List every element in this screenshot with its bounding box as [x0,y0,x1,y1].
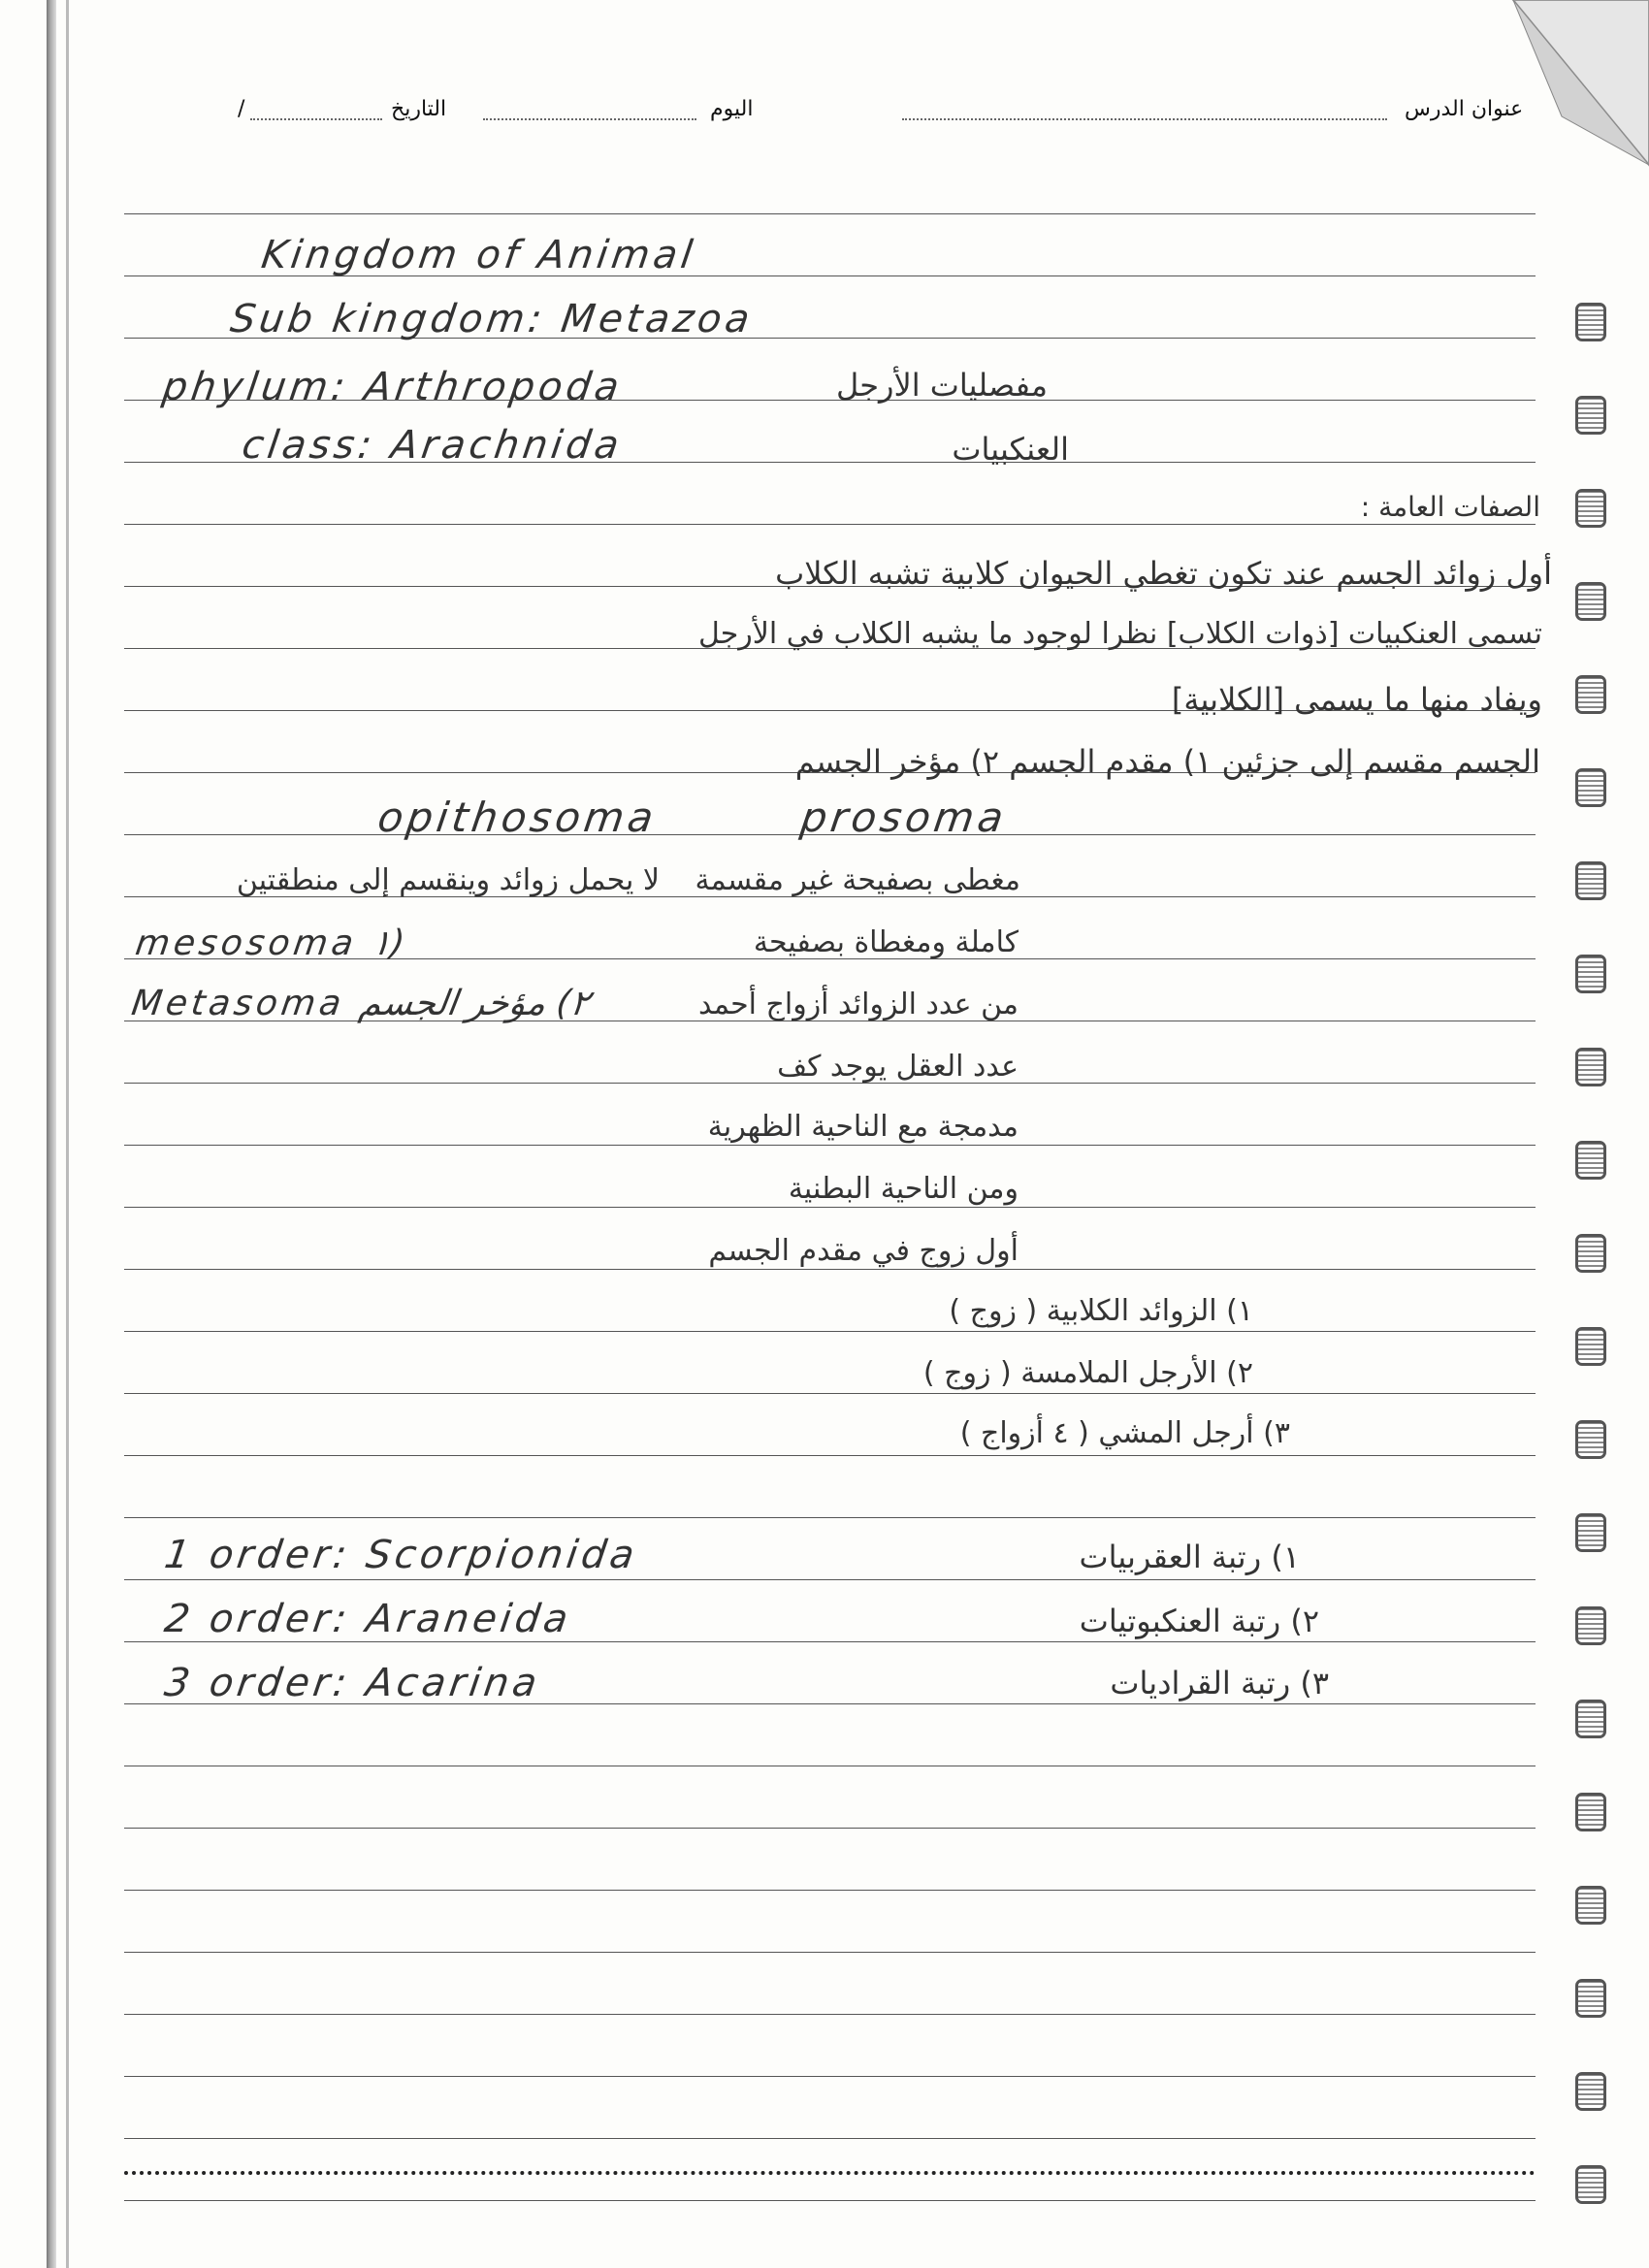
paragraph-line-4: الجسم مقسم إلى جزئين ١) مقدم الجسم ٢) مؤخر الجسم [794,743,1540,780]
spiral-ring [1575,1327,1606,1366]
subkingdom-line: Sub kingdom: Metazoa [227,297,757,341]
lesson-title-label: عنوان الدرس [1405,97,1524,121]
ruled-line [124,2138,1536,2139]
paragraph-line-3: ويفاد منها ما يسمى [الكلابية] [1171,681,1542,718]
spiral-ring [1575,675,1606,714]
spiral-ring [1575,1513,1606,1552]
paragraph-line-1: أول زوائد الجسم عند تكون تغطي الحيوان كلابية تشبه الكلاب [775,555,1552,592]
ruled-line [124,1455,1536,1456]
order-2-ar: ٢) رتبة العنكبوتيات [1079,1603,1319,1639]
opithosoma-header: opithosoma [374,794,661,841]
ruled-line [124,524,1536,525]
ruled-line [124,2076,1536,2077]
spiral-ring [1575,861,1606,900]
right-col-line-3: من عدد الزوائد أزواج أحمد [698,988,1018,1021]
right-col-line-4: عدد العقل يوجد كف [777,1050,1018,1084]
phylum-line: phylum: Arthropoda [159,365,626,409]
ruled-line [124,2014,1536,2015]
day-field [483,118,696,120]
spiral-ring [1575,2165,1606,2204]
spiral-ring [1575,1886,1606,1925]
kingdom-line: Kingdom of Animal [258,233,699,277]
order-3-en: 3 order: Acarina [161,1661,544,1705]
order-2-en: 2 order: Araneida [161,1597,575,1641]
ruled-line [124,1207,1536,1208]
class-line: class: Arachnida [239,423,626,468]
ruled-line [124,1331,1536,1332]
prosoma-header: prosoma [797,794,1011,841]
right-col-line-5: مدمجة مع الناحية الظهرية [707,1110,1018,1144]
spiral-ring [1575,1234,1606,1273]
spiral-ring [1575,582,1606,621]
right-col-line-9: ٢) الأرجل الملامسة ( زوج ) [922,1356,1253,1390]
right-col-line-1: مغطى بصفيحة غير مقسمة [695,863,1020,897]
order-1-en: 1 order: Scorpionida [161,1533,641,1577]
order-1-ar: ١) رتبة العقربيات [1079,1539,1300,1575]
left-col-line-2: mesosoma ١) [133,923,407,963]
phylum-arabic: مفصليات الأرجل [836,367,1048,404]
right-col-line-6: ومن الناحية البطنية [788,1172,1018,1206]
right-col-line-7: أول زوج في مقدم الجسم [708,1234,1018,1268]
right-col-line-10: ٣) أرجل المشي ( ٤ أزواج ) [959,1416,1290,1450]
page-binding-edge [47,0,56,2268]
spiral-ring [1575,1700,1606,1738]
date-field [250,118,382,120]
lesson-title-field [902,118,1387,120]
class-arabic: العنكبيات [952,431,1069,468]
page-margin-line [66,0,69,2268]
paragraph-line-2: تسمى العنكبيات [ذوات الكلاب] نظرا لوجود ما يشبه الكلاب في الأرجل [698,617,1542,651]
day-label: اليوم [710,97,754,121]
spiral-ring [1575,396,1606,435]
ruled-line [124,1517,1536,1518]
ruled-line [124,1828,1536,1829]
left-col-line-1: لا يحمل زوائد وينقسم إلى منطقتين [236,863,660,897]
ruled-line [124,1269,1536,1270]
spiral-ring [1575,1141,1606,1180]
ruled-line [124,1890,1536,1891]
date-separator: / [238,97,245,121]
date-label: التاريخ [391,97,447,121]
spiral-ring [1575,768,1606,807]
ruled-line [124,1641,1536,1642]
page-bottom-border [124,2171,1536,2175]
spiral-ring [1575,1979,1606,2018]
left-col-line-3: Metasoma ٢) مؤخر الجسم [129,984,593,1023]
order-3-ar: ٣) رتبة القراديات [1110,1665,1329,1701]
right-col-line-8: ١) الزوائد الكلابية ( زوج ) [949,1294,1253,1328]
ruled-line [124,1145,1536,1146]
ruled-line [124,2200,1536,2201]
spiral-ring [1575,303,1606,341]
spiral-ring [1575,1793,1606,1831]
ruled-line [124,213,1536,214]
spiral-ring [1575,2072,1606,2111]
ruled-line [124,1579,1536,1580]
spiral-ring [1575,1048,1606,1086]
general-characteristics-heading: الصفات العامة : [1360,491,1540,523]
right-col-line-2: كاملة ومغطاة بصفيحة [753,925,1018,959]
spiral-ring [1575,955,1606,993]
spiral-ring [1575,489,1606,528]
spiral-ring [1575,1606,1606,1645]
spiral-ring [1575,1420,1606,1459]
ruled-line [124,1952,1536,1953]
ruled-line [124,1393,1536,1394]
